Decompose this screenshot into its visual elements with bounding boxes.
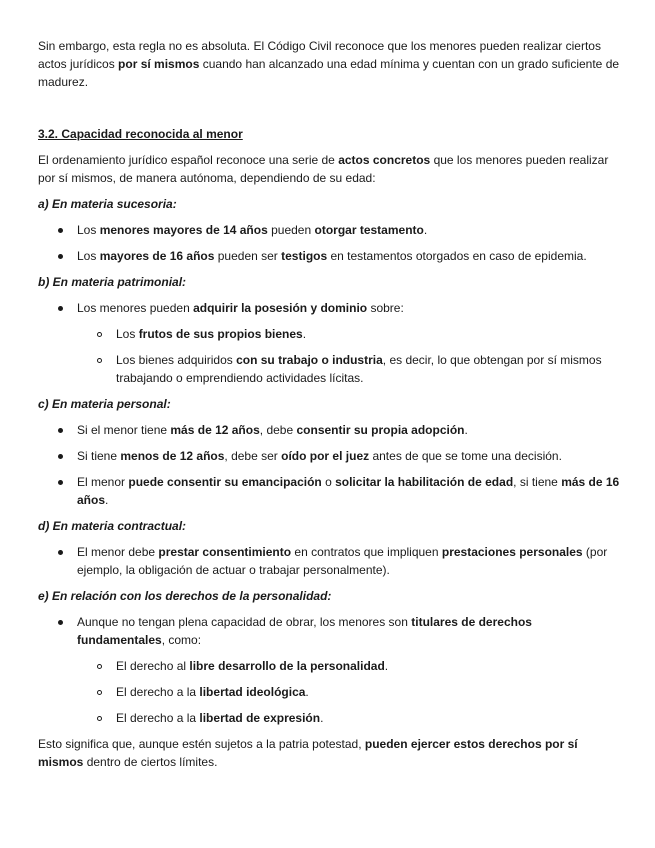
list-item: El menor puede consentir su emancipación o solicitar la habilitación de edad, si tiene más de 16 años. xyxy=(38,473,620,509)
closing-text: Esto significa que, aunque estén sujetos a la patria potestad, xyxy=(38,737,365,751)
list-item: Si el menor tiene más de 12 años, debe consentir su propia adopción. xyxy=(38,421,620,439)
list-c xyxy=(38,421,620,509)
lead-text-end: que los menores pueden realizar por sí mismos, de manera autónoma, dependiendo de su edad: xyxy=(38,153,609,185)
list-item: Los mayores de 16 años pueden ser testigos en testamentos otorgados en caso de epidemia. xyxy=(38,247,620,265)
list-item: Los menores pueden adquirir la posesión y dominio sobre: Los frutos de sus propios bienes. Los bienes adquiridos con su trabajo o industria, es decir, lo que obtengan por sí mismos trabajando o emprendiendo actividades lícitas. xyxy=(38,299,620,387)
document-page xyxy=(38,37,620,771)
sublist-item: El derecho a la libertad ideológica. xyxy=(77,683,620,701)
intro-text-end: cuando han alcanzado una edad mínima y cuentan con un grado suficiente de madurez. xyxy=(38,57,620,89)
list-item: Los menores mayores de 14 años pueden otorgar testamento. xyxy=(38,221,620,239)
lead-text: El ordenamiento jurídico español reconoce una serie de xyxy=(38,153,339,167)
intro-text: Sin embargo, esta regla no es absoluta. El Código Civil reconoce que los menores pueden realizar ciertos actos jurídicos xyxy=(38,39,601,71)
lead-bold: actos concretos xyxy=(338,153,431,167)
intro-paragraph xyxy=(38,37,620,91)
section-heading: 3.2. Capacidad reconocida al menor xyxy=(38,127,243,141)
sublist-item: Los frutos de sus propios bienes. xyxy=(77,325,620,343)
lead-paragraph xyxy=(38,151,620,187)
subsection-title-b: b) En materia patrimonial: xyxy=(38,275,187,289)
sublist-b xyxy=(77,325,620,387)
subsection-title-d: d) En materia contractual: xyxy=(38,519,187,533)
list-b xyxy=(38,299,620,387)
closing-bold: pueden ejercer estos derechos por sí mismos xyxy=(38,737,578,769)
list-a xyxy=(38,221,620,265)
sublist-item: El derecho a la libertad de expresión. xyxy=(77,709,620,727)
list-e xyxy=(38,613,620,727)
list-item: Si tiene menos de 12 años, debe ser oído por el juez antes de que se tome una decisión. xyxy=(38,447,620,465)
intro-bold: por sí mismos xyxy=(118,57,200,71)
subsection-title-e: e) En relación con los derechos de la personalidad: xyxy=(38,589,332,603)
list-item: El menor debe prestar consentimiento en contratos que impliquen prestaciones personales (por ejemplo, la obligación de actuar o trabajar personalmente). xyxy=(38,543,620,579)
list-d xyxy=(38,543,620,579)
closing-text-end: dentro de ciertos límites. xyxy=(83,755,218,769)
sublist-e xyxy=(77,657,620,727)
subsection-title-a: a) En materia sucesoria: xyxy=(38,197,177,211)
sublist-item: El derecho al libre desarrollo de la personalidad. xyxy=(77,657,620,675)
subsection-title-c: c) En materia personal: xyxy=(38,397,171,411)
closing-paragraph xyxy=(38,735,620,771)
sublist-item: Los bienes adquiridos con su trabajo o industria, es decir, lo que obtengan por sí mismos trabajando o emprendiendo actividades lícitas. xyxy=(77,351,620,387)
list-item: Aunque no tengan plena capacidad de obrar, los menores son titulares de derechos fundamentales, como: El derecho al libre desarrollo de la personalidad. El derecho a la libertad ideológica. El derecho a la libertad de expresión. xyxy=(38,613,620,727)
